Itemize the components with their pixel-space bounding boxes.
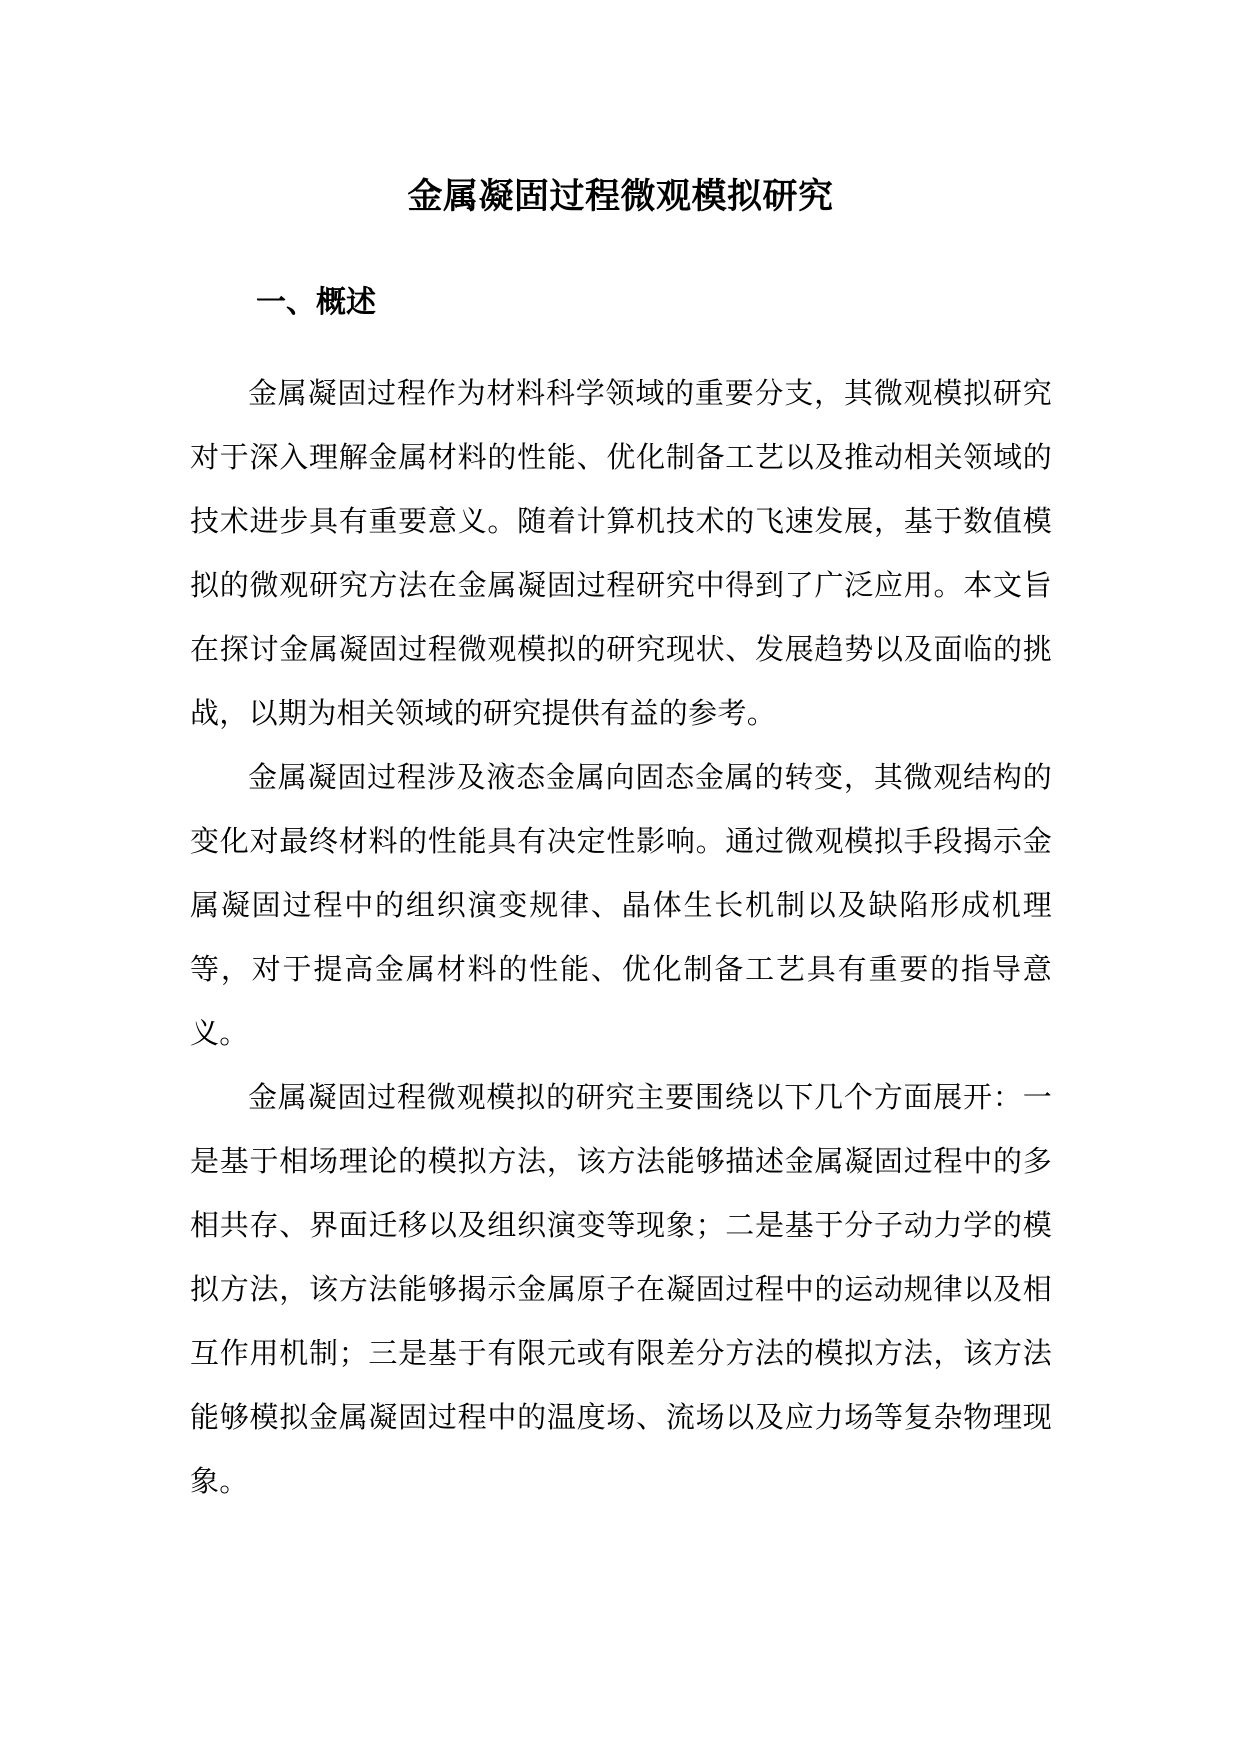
- section-heading-overview: 一、概述: [256, 285, 376, 320]
- paragraph-1: 金属凝固过程作为材料科学领域的重要分支，其微观模拟研究对于深入理解金属材料的性能、优化制备工艺以及推动相关领域的技术进步具有重要意义。随着计算机技术的飞速发展，基于数值模拟的微观研究方法在金属凝固过程研究中得到了广泛应用。本文旨在探讨金属凝固过程微观模拟的研究现状、发展趋势以及面临的挑战，以期为相关领域的研究提供有益的参考。: [190, 376, 1052, 730]
- paragraph-2: 金属凝固过程涉及液态金属向固态金属的转变，其微观结构的变化对最终材料的性能具有决定性影响。通过微观模拟手段揭示金属凝固过程中的组织演变规律、晶体生长机制以及缺陷形成机理等，对于提高金属材料的性能、优化制备工艺具有重要的指导意义。: [190, 760, 1052, 1050]
- paragraph-3: 金属凝固过程微观模拟的研究主要围绕以下几个方面展开：一是基于相场理论的模拟方法，该方法能够描述金属凝固过程中的多相共存、界面迁移以及组织演变等现象；二是基于分子动力学的模拟方法，该方法能够揭示金属原子在凝固过程中的运动规律以及相互作用机制；三是基于有限元或有限差分方法的模拟方法，该方法能够模拟金属凝固过程中的温度场、流场以及应力场等复杂物理现象。: [190, 1080, 1052, 1498]
- page-title: 金属凝固过程微观模拟研究: [407, 177, 834, 218]
- section-body: [190, 361, 1052, 1513]
